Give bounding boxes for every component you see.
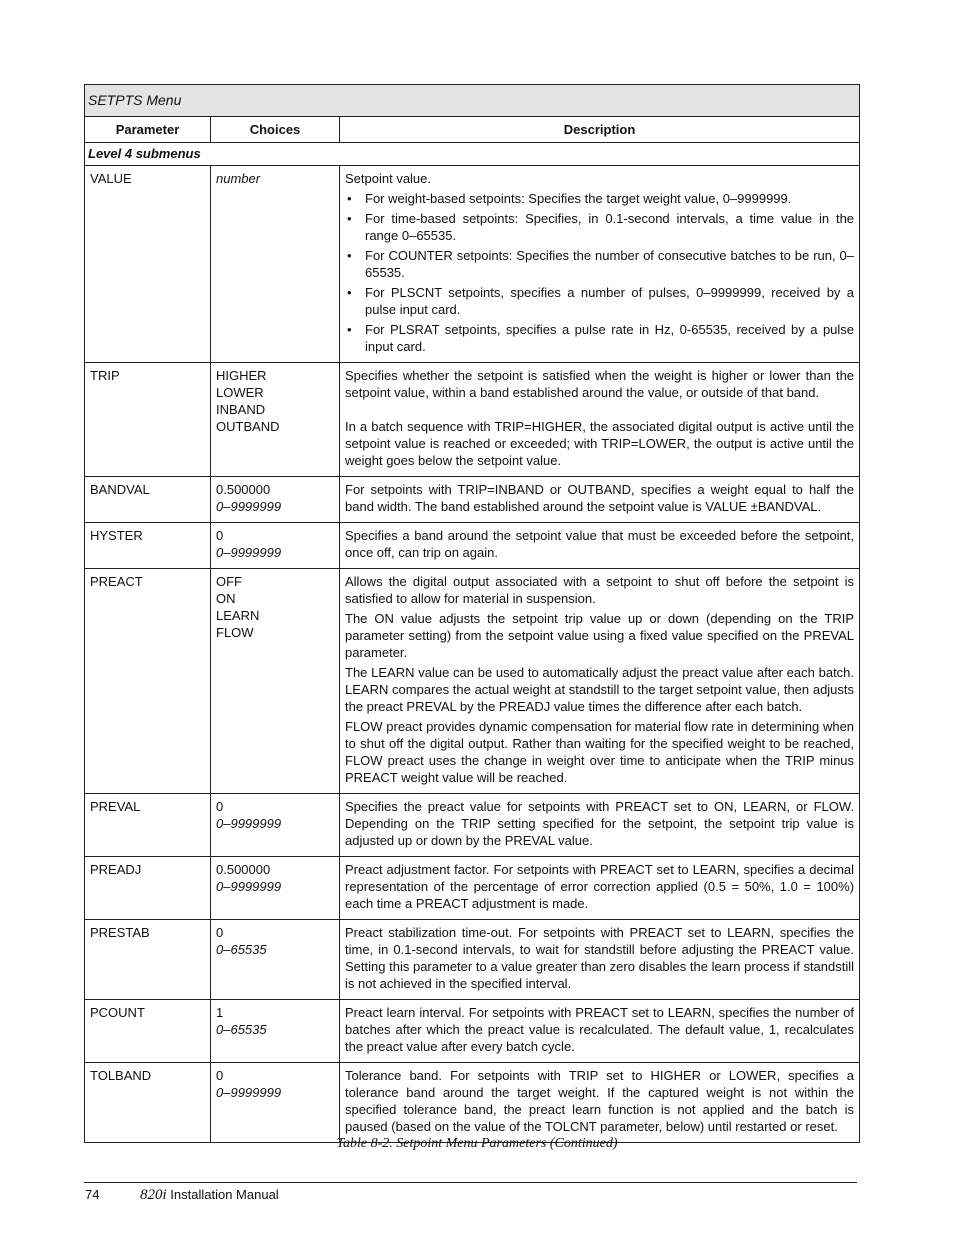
choice-value: 0–65535: [216, 942, 267, 957]
description-cell: [340, 920, 860, 1000]
description-cell: [340, 1063, 860, 1143]
choices-cell: [211, 1063, 340, 1143]
table-caption: Table 8-2. Setpoint Menu Parameters (Continued): [336, 1136, 618, 1151]
choice-value: 0–9999999: [216, 879, 282, 894]
parameter-cell: PREVAL: [85, 794, 211, 857]
choices-cell: [211, 794, 340, 857]
choice-value: 0–65535: [216, 1022, 267, 1037]
table-body: [85, 166, 860, 1143]
submenu-heading: Level 4 submenus: [85, 143, 860, 166]
table-row: [85, 794, 860, 857]
parameter-cell: VALUE: [85, 166, 211, 363]
choice-value: 0: [216, 925, 224, 940]
parameter-cell: TOLBAND: [85, 1063, 211, 1143]
choice-value: 0–9999999: [216, 816, 282, 831]
choice-value: INBAND: [216, 402, 266, 417]
choice-value: 0: [216, 528, 224, 543]
table-row: [85, 569, 860, 794]
description-bullet: • For PLSCNT setpoints, specifies a number of pulses, 0–9999999, received by a pulse input card.: [345, 284, 854, 318]
table-row: [85, 523, 860, 569]
description-cell: [340, 166, 860, 363]
description-cell: [340, 794, 860, 857]
footer-rule: [84, 1182, 857, 1183]
page-number: 74: [85, 1187, 100, 1202]
description-text: For setpoints with TRIP=INBAND or OUTBAND, specifies a weight equal to half the band width. The band established around the setpoint value is VALUE ±BANDVAL.: [345, 482, 855, 514]
parameter-cell: PREACT: [85, 569, 211, 794]
description-bullet: • For weight-based setpoints: Specifies the target weight value, 0–9999999.: [345, 190, 854, 207]
parameter-cell: BANDVAL: [85, 477, 211, 523]
table-row: [85, 166, 860, 363]
description-text: Tolerance band. For setpoints with TRIP set to HIGHER or LOWER, specifies a tolerance band around the target weight. If the captured weight is not within the specified tolerance band, the preact learn function is not applied and the batch is paused (based on the value of the TOLCNT parameter, below) until restarted or reset.: [345, 1068, 855, 1134]
table-row: [85, 363, 860, 477]
choice-value: 0.500000: [216, 482, 271, 497]
choice-value: OUTBAND: [216, 419, 280, 434]
setpoint-parameters-table: [84, 84, 860, 1143]
description-text: Specifies a band around the setpoint value that must be exceeded before the setpoint, once off, can trip on again.: [345, 528, 855, 560]
description-text: Specifies the preact value for setpoints with PREACT set to ON, LEARN, or FLOW. Depending on the TRIP setting specified for the setpoint, the setpoint trip value is adjusted up or down by the PREVAL value.: [345, 799, 855, 848]
description-list: [345, 190, 854, 355]
description-cell: [340, 857, 860, 920]
header-description: Description: [340, 117, 860, 143]
table-row: [85, 857, 860, 920]
header-choices: Choices: [211, 117, 340, 143]
choice-value: 0–9999999: [216, 1085, 282, 1100]
choice-value: 0.500000: [216, 862, 271, 877]
parameter-cell: PRESTAB: [85, 920, 211, 1000]
table-row: [85, 920, 860, 1000]
description-text: Allows the digital output associated with a setpoint to shut off before the setpoint is satisfied to allow for material in suspension.: [345, 574, 855, 606]
description-bullet: • For COUNTER setpoints: Specifies the number of consecutive batches to be run, 0–65535.: [345, 247, 854, 281]
choices-cell: [211, 857, 340, 920]
parameter-cell: HYSTER: [85, 523, 211, 569]
choice-value: HIGHER: [216, 368, 267, 383]
parameter-cell: PREADJ: [85, 857, 211, 920]
description-bullet: • For PLSRAT setpoints, specifies a pulse rate in Hz, 0-65535, received by a pulse input card.: [345, 321, 854, 355]
choices-cell: [211, 920, 340, 1000]
description-bullet: • For time-based setpoints: Specifies, in 0.1-second intervals, a time value in the range 0–65535.: [345, 210, 854, 244]
description-text: The ON value adjusts the setpoint trip value up or down (depending on the TRIP parameter setting) from the setpoint value using a fixed value specified on the PREVAL parameter.: [345, 611, 855, 660]
description-cell: [340, 523, 860, 569]
parameter-cell: TRIP: [85, 363, 211, 477]
choice-value: LEARN: [216, 608, 260, 623]
description-text: Preact adjustment factor. For setpoints with PREACT set to LEARN, specifies a decimal representation of the percentage of error correction applied (0.5 = 50%, 1.0 = 100%) each time a PREACT adjustment is made.: [345, 862, 855, 911]
choice-value: OFF: [216, 574, 242, 589]
choices-cell: [211, 1000, 340, 1063]
model-name: 820i: [140, 1187, 167, 1203]
choice-value: 0: [216, 1068, 224, 1083]
choice-value: number: [216, 171, 261, 186]
table-row: [85, 1063, 860, 1143]
description-text: Specifies whether the setpoint is satisfied when the weight is higher or lower than the setpoint value, within a band established around the value, or outside of that band.: [345, 368, 855, 400]
choice-value: 1: [216, 1005, 224, 1020]
choice-value: 0–9999999: [216, 499, 282, 514]
description-text: The LEARN value can be used to automatically adjust the preact value after each batch. LEARN compares the actual weight at standstill to the target setpoint value, then adjusts the preact PREVAL by the PREADJ value times the difference after each batch.: [345, 665, 855, 714]
description-text: Preact learn interval. For setpoints with PREACT set to LEARN, specifies the number of batches after which the preact value is recalculated. The default value, 1, recalculates the preact value after every batch cycle.: [345, 1005, 855, 1054]
description-cell: [340, 363, 860, 477]
manual-title: Installation Manual: [170, 1187, 279, 1202]
choice-value: 0–9999999: [216, 545, 282, 560]
choices-cell: [211, 523, 340, 569]
choice-value: LOWER: [216, 385, 264, 400]
table-row: [85, 1000, 860, 1063]
parameter-cell: PCOUNT: [85, 1000, 211, 1063]
choices-cell: [211, 166, 340, 363]
description-cell: [340, 569, 860, 794]
description-text: FLOW preact provides dynamic compensation for material flow rate in determining when to shut off the digital output. Rather than waiting for the specified weight to be reached, FLOW preact uses the change in weight over time to anticipate when the TRIP minus PREACT weight value will be reached.: [345, 719, 855, 785]
choices-cell: [211, 363, 340, 477]
description-cell: [340, 1000, 860, 1063]
choice-value: ON: [216, 591, 236, 606]
choice-value: FLOW: [216, 625, 254, 640]
header-parameter: Parameter: [85, 117, 211, 143]
table-row: [85, 477, 860, 523]
choices-cell: [211, 477, 340, 523]
description-text: Preact stabilization time-out. For setpoints with PREACT set to LEARN, specifies the time, in 0.1-second intervals, to wait for standstill before adjusting the PREACT value. Setting this parameter to a value greater than zero disables the learn process if standstill is not achieved in the specified interval.: [345, 925, 855, 991]
page-footer: [85, 1187, 279, 1204]
table-title: SETPTS Menu: [85, 85, 860, 117]
description-text: Setpoint value.: [345, 171, 432, 186]
description-cell: [340, 477, 860, 523]
description-text: In a batch sequence with TRIP=HIGHER, the associated digital output is active until the setpoint value is reached or exceeded; with TRIP=LOWER, the output is active until the weight goes below the setpoint value.: [345, 419, 855, 468]
choices-cell: [211, 569, 340, 794]
choice-value: 0: [216, 799, 224, 814]
